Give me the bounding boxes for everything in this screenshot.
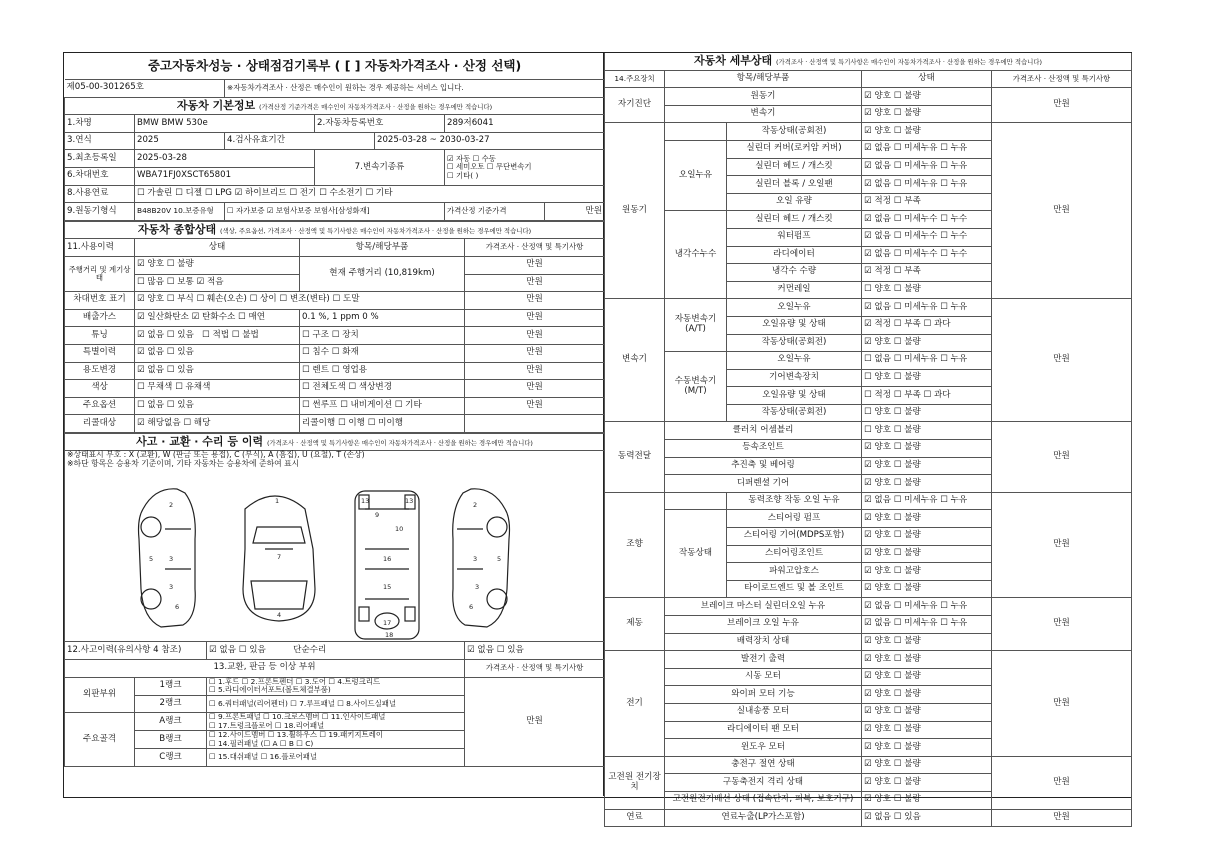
svg-text:17: 17 <box>383 619 392 628</box>
summary-label: 용도변경 <box>65 362 135 380</box>
summary-header: 가격조사 · 산정액 및 특기사항 <box>465 239 605 257</box>
detail-item: 작동상태(공회전) <box>727 404 862 422</box>
summary-price: 만원 <box>465 292 605 310</box>
frame-view <box>355 491 419 639</box>
document-number: 제05-00-301265호 <box>65 80 225 98</box>
outer-panel-label: 외판부위 <box>65 677 135 713</box>
detail-item: 브레이크 오일 누유 <box>665 616 862 634</box>
engine-type: B48B20V 10.보증유형 <box>135 203 225 221</box>
detail-state: ☑ 적정 ☐ 부족 ☐ 과다 <box>862 316 992 334</box>
detail-state: ☑ 양호 ☐ 불량 <box>862 88 992 106</box>
svg-text:3: 3 <box>473 555 478 564</box>
detail-item: 디퍼렌셜 기어 <box>665 475 862 493</box>
summary-price: 만원 <box>465 274 605 292</box>
detail-row <box>605 492 1132 510</box>
detail-state: ☑ 양호 ☐ 불량 <box>862 334 992 352</box>
summary-price: 만원 <box>465 344 605 362</box>
svg-text:2: 2 <box>169 501 174 510</box>
detail-price: 만원 <box>992 422 1132 492</box>
rank-parts: ☐ 12.사이드멤버 ☐ 13.휠하우스 ☐ 19.패키지트레이 ☐ 14.필러패널 (☐ A ☐ B ☐ C) <box>207 731 465 749</box>
detail-table <box>604 53 1132 827</box>
car-diagram-svg <box>65 469 601 641</box>
detail-subgroup: 냉각수누수 <box>665 211 727 299</box>
detail-subgroup: 작동상태 <box>665 510 727 598</box>
summary-state: ☐ 무채색 ☐ 유채색 <box>135 380 300 398</box>
detail-state: ☐ 양호 ☐ 불량 <box>862 369 992 387</box>
summary-price: 만원 <box>465 362 605 380</box>
rank-parts: ☐ 6.쿼터패널(리어펜더) ☐ 7.루프패널 ☐ 8.사이드실패널 <box>207 695 465 713</box>
detail-state: ☑ 양호 ☐ 불량 <box>862 668 992 686</box>
basic-info-title: 자동차 기본정보 (가격산정 기준가격은 매수인이 자동차가격조사 · 산정을 원하는 경우에만 적습니다) <box>65 97 605 115</box>
detail-row <box>605 299 1132 317</box>
detail-item: 작동상태(공회전) <box>727 123 862 141</box>
fuel-options: ☐ 가솔린 ☐ 디젤 ☐ LPG ☑ 하이브리드 ☐ 전기 ☐ 수소전기 ☐ 기타 <box>135 185 605 203</box>
detail-item: 라디에이터 팬 모터 <box>665 721 862 739</box>
header-table <box>64 53 605 221</box>
detail-title: 자동차 세부상태 (가격조사 · 산정액 및 특기사항은 매수인이 자동차가격조사 · 산정을 원하는 경우에만 적습니다) <box>605 53 1132 70</box>
inspect-label: 4.검사유효기간 <box>225 132 375 150</box>
detail-state: ☑ 없음 ☐ 미세누수 ☐ 누수 <box>862 211 992 229</box>
rank-label: B랭크 <box>135 731 207 749</box>
symbol-legend-line: ※상태표시 부호 : X (교환), W (판금 또는 용접), C (부식), A (흠집), U (요철), T (손상) <box>67 450 365 460</box>
detail-state: ☐ 양호 ☐ 불량 <box>862 281 992 299</box>
detail-state: ☑ 양호 ☐ 불량 <box>862 457 992 475</box>
detail-item: 실린더 헤드 / 개스킷 <box>727 211 862 229</box>
svg-text:13: 13 <box>405 497 414 506</box>
detail-row <box>605 123 1132 141</box>
trans-option: ☑ 자동 ☐ 수동 <box>447 153 496 163</box>
summary-header: 항목/해당부품 <box>300 239 465 257</box>
rank-label: 2랭크 <box>135 695 207 713</box>
reg-no-label: 2.자동차등록번호 <box>315 115 445 133</box>
detail-item: 구동축전지 격리 상태 <box>665 774 862 792</box>
detail-state: ☐ 없음 ☐ 미세누유 ☐ 누유 <box>862 352 992 370</box>
fuel-label: 8.사용연료 <box>65 185 135 203</box>
year-label: 3.연식 <box>65 132 135 150</box>
summary-label: 주요옵션 <box>65 397 135 415</box>
detail-price: 만원 <box>992 651 1132 757</box>
summary-state: ☑ 일산화탄소 ☑ 탄화수소 ☐ 매연 <box>135 309 300 327</box>
detail-state: ☑ 양호 ☐ 불량 <box>862 105 992 123</box>
inspection-record-sheet <box>63 52 1132 822</box>
svg-text:9: 9 <box>375 511 380 520</box>
detail-item: 오일유량 및 상태 <box>727 316 862 334</box>
summary-state: ☑ 없음 ☐ 있음 <box>135 362 300 380</box>
detail-state: ☑ 없음 ☐ 미세누유 ☐ 누유 <box>862 616 992 634</box>
svg-text:6: 6 <box>469 603 474 612</box>
detail-item: 추진축 및 베어링 <box>665 457 862 475</box>
summary-table <box>64 221 605 433</box>
summary-price: 만원 <box>465 309 605 327</box>
detail-state: ☑ 양호 ☐ 불량 <box>862 686 992 704</box>
detail-item: 스티어링 펌프 <box>727 510 862 528</box>
svg-text:3: 3 <box>169 555 174 564</box>
summary-price: 만원 <box>465 256 605 274</box>
summary-label: 튜닝 <box>65 327 135 345</box>
rank-label: A랭크 <box>135 713 207 731</box>
detail-subgroup <box>665 123 727 141</box>
rank-label: 1랭크 <box>135 677 207 695</box>
main-frame-label: 주요골격 <box>65 713 135 767</box>
detail-row <box>605 422 1132 440</box>
summary-price <box>465 415 605 433</box>
summary-price: 만원 <box>465 397 605 415</box>
detail-price: 만원 <box>992 598 1132 651</box>
car-body-diagram <box>65 469 605 642</box>
detail-item: 발전기 출력 <box>665 651 862 669</box>
summary-item: 0.1 %, 1 ppm 0 % <box>300 309 465 327</box>
vin: WBA71FJ0XSCT65801 <box>135 167 315 185</box>
detail-group-name: 전기 <box>605 651 665 757</box>
detail-item: 워터펌프 <box>727 228 862 246</box>
first-reg-label: 5.최초등록일 <box>65 150 135 168</box>
detail-state: ☑ 양호 ☐ 불량 <box>862 721 992 739</box>
detail-state: ☑ 양호 ☐ 불량 <box>862 528 992 546</box>
detail-state: ☐ 양호 ☐ 불량 <box>862 422 992 440</box>
detail-item: 동력조향 작동 오일 누유 <box>727 492 862 510</box>
detail-group-name: 원동기 <box>605 123 665 299</box>
detail-state: ☑ 없음 ☐ 미세누유 ☐ 누유 <box>862 299 992 317</box>
vin-label: 6.차대번호 <box>65 167 135 185</box>
svg-text:1: 1 <box>275 497 280 506</box>
detail-item: 냉각수 수량 <box>727 264 862 282</box>
detail-subgroup: 수동변속기 (M/T) <box>665 352 727 422</box>
year: 2025 <box>135 132 225 150</box>
detail-state: ☑ 없음 ☐ 미세누수 ☐ 누수 <box>862 228 992 246</box>
detail-item: 등속조인트 <box>665 440 862 458</box>
detail-price: 만원 <box>992 809 1132 827</box>
base-price-unit: 만원 <box>545 203 605 221</box>
detail-state: ☑ 없음 ☐ 미세누유 ☐ 누유 <box>862 598 992 616</box>
svg-text:4: 4 <box>277 611 282 620</box>
first-reg: 2025-03-28 <box>135 150 315 168</box>
detail-row <box>605 651 1132 669</box>
detail-state: ☑ 양호 ☐ 불량 <box>862 633 992 651</box>
detail-item: 시동 모터 <box>665 668 862 686</box>
detail-state: ☑ 없음 ☐ 미세누유 ☐ 누유 <box>862 158 992 176</box>
summary-state: ☑ 양호 ☐ 부식 ☐ 훼손(오손) ☐ 상이 ☐ 변조(변타) ☐ 도말 <box>135 292 465 310</box>
detail-group-name: 동력전달 <box>605 422 665 492</box>
detail-state: ☑ 없음 ☐ 있음 <box>862 809 992 827</box>
inspect-period: 2025-03-28 ~ 2030-03-27 <box>375 132 605 150</box>
detail-state: ☑ 양호 ☐ 불량 <box>862 756 992 774</box>
base-price-label: 가격산정 기준가격 <box>445 203 545 221</box>
svg-text:5: 5 <box>497 555 502 564</box>
detail-row <box>605 88 1132 106</box>
detail-item: 윈도우 모터 <box>665 739 862 757</box>
svg-text:7: 7 <box>277 553 282 562</box>
summary-price: 만원 <box>465 380 605 398</box>
detail-item: 기어변속장치 <box>727 369 862 387</box>
detail-item: 오일누유 <box>727 352 862 370</box>
detail-item: 작동상태(공회전) <box>727 334 862 352</box>
detail-group-name: 고전원 전기장치 <box>605 756 665 809</box>
rank-parts: ☐ 1.후드 ☐ 2.프론트펜더 ☐ 3.도어 ☐ 4.트렁크리드 ☐ 5.라디에이터서포트(볼트체결부품) <box>207 677 465 695</box>
summary-item: ☐ 렌트 ☐ 영업용 <box>300 362 465 380</box>
detail-state: ☑ 양호 ☐ 불량 <box>862 563 992 581</box>
detail-price: 만원 <box>992 299 1132 422</box>
detail-header: 14.주요장치 <box>605 70 665 88</box>
svg-text:16: 16 <box>383 555 392 564</box>
detail-item: 라디에이터 <box>727 246 862 264</box>
detail-item: 커먼레일 <box>727 281 862 299</box>
accident-history-label: 12.사고이력(유의사항 4 참조) <box>65 642 207 660</box>
accident-table <box>64 433 605 767</box>
car-name-label: 1.차명 <box>65 115 135 133</box>
detail-item: 클러치 어셈블리 <box>665 422 862 440</box>
detail-item: 고전원전기배선 상태 (접속단자, 피복, 보호기구) <box>665 791 862 809</box>
detail-item: 파워고압호스 <box>727 563 862 581</box>
detail-subgroup: 오일누유 <box>665 140 727 210</box>
summary-state: ☑ 양호 ☐ 불량 <box>135 256 300 274</box>
detail-header: 항목/해당부품 <box>665 70 862 88</box>
summary-label: 특별이력 <box>65 344 135 362</box>
trans-option: ☐ 세미오토 ☐ 무단변속기 <box>447 162 532 172</box>
summary-header: 11.사용이력 <box>65 239 135 257</box>
detail-row <box>605 598 1132 616</box>
right-panel <box>604 53 1131 822</box>
left-side-view <box>139 489 196 627</box>
accident-title: 사고 · 교환 · 수리 등 이력 (가격조사 · 산정액 및 특기사항은 매수인이 자동차가격조사 · 산정을 원하는 경우에만 적습니다) <box>65 433 605 451</box>
detail-item: 원동기 <box>665 88 862 106</box>
summary-label: 차대번호 표기 <box>65 292 135 310</box>
detail-header: 가격조사 · 산정액 및 특기사항 <box>992 70 1132 88</box>
detail-state: ☑ 양호 ☐ 불량 <box>862 703 992 721</box>
summary-label: 배출가스 <box>65 309 135 327</box>
detail-price: 만원 <box>992 756 1132 809</box>
detail-state: ☐ 적정 ☐ 부족 ☐ 과다 <box>862 387 992 405</box>
summary-state: ☑ 해당없음 ☐ 해당 <box>135 415 300 433</box>
detail-group-name: 자기진단 <box>605 88 665 123</box>
detail-item: 실내송풍 모터 <box>665 703 862 721</box>
detail-header: 상태 <box>862 70 992 88</box>
detail-price: 만원 <box>992 492 1132 598</box>
detail-subgroup <box>665 492 727 510</box>
summary-item: ☐ 썬루프 ☐ 내비게이션 ☐ 기타 <box>300 397 465 415</box>
warranty-options: ☐ 자가보증 ☑ 보험사보증 보험사[삼성화재] <box>225 203 445 221</box>
detail-item: 충전구 절연 상태 <box>665 756 862 774</box>
detail-item: 와이퍼 모터 기능 <box>665 686 862 704</box>
svg-text:10: 10 <box>395 525 404 534</box>
summary-header: 상태 <box>135 239 300 257</box>
detail-state: ☑ 양호 ☐ 불량 <box>862 510 992 528</box>
detail-state: ☑ 양호 ☐ 불량 <box>862 545 992 563</box>
detail-price: 만원 <box>992 88 1132 123</box>
parts-title: 13.교환, 판금 등 이상 부위 <box>65 659 465 677</box>
svg-text:2: 2 <box>473 501 478 510</box>
simple-repair: ☑ 없음 ☐ 있음 <box>465 642 605 660</box>
left-panel <box>64 53 604 796</box>
detail-state: ☑ 적정 ☐ 부족 <box>862 264 992 282</box>
summary-item: ☐ 침수 ☐ 화재 <box>300 344 465 362</box>
car-name: BMW BMW 530e <box>135 115 315 133</box>
detail-item: 브레이크 마스터 실린더오일 누유 <box>665 598 862 616</box>
rank-parts: ☐ 9.프론트패널 ☐ 10.크로스멤버 ☐ 11.인사이드패널 ☐ 17.트렁크플로어 ☐ 18.리어패널 <box>207 713 465 731</box>
svg-text:15: 15 <box>383 583 392 592</box>
detail-state: ☑ 없음 ☐ 미세누유 ☐ 누유 <box>862 140 992 158</box>
detail-item: 스티어링 기어(MDPS포함) <box>727 528 862 546</box>
trans-option: ☐ 기타( ) <box>447 170 479 180</box>
detail-row <box>605 809 1132 827</box>
detail-item: 실린더 커버(로커암 커버) <box>727 140 862 158</box>
detail-item: 실린더 헤드 / 개스킷 <box>727 158 862 176</box>
detail-item: 타이로드엔드 및 볼 조인트 <box>727 580 862 598</box>
summary-price: 만원 <box>465 327 605 345</box>
summary-item: 리콜이행 ☐ 이행 ☐ 미이행 <box>300 415 465 433</box>
detail-group-name: 제동 <box>605 598 665 651</box>
detail-subgroup: 자동변속기 (A/T) <box>665 299 727 352</box>
trans-options <box>445 150 605 185</box>
detail-state: ☑ 없음 ☐ 미세누유 ☐ 누유 <box>862 176 992 194</box>
detail-group-name: 연료 <box>605 809 665 827</box>
detail-state: ☑ 양호 ☐ 불량 <box>862 739 992 757</box>
summary-label: 색상 <box>65 380 135 398</box>
detail-state: ☑ 양호 ☐ 불량 <box>862 123 992 141</box>
detail-item: 배력장치 상태 <box>665 633 862 651</box>
svg-text:13: 13 <box>361 497 370 506</box>
detail-item: 오일누유 <box>727 299 862 317</box>
reg-no: 289저6041 <box>445 115 605 133</box>
detail-state: ☑ 양호 ☐ 불량 <box>862 580 992 598</box>
detail-item: 오일유량 및 상태 <box>727 387 862 405</box>
rank-label: C랭크 <box>135 749 207 767</box>
svg-text:3: 3 <box>169 583 174 592</box>
svg-text:6: 6 <box>175 603 180 612</box>
trans-label: 7.변속기종류 <box>315 150 445 185</box>
document-title: 중고자동차성능 · 상태점검기록부 ( [ ] 자동차가격조사 · 산정 선택) <box>147 57 522 73</box>
symbol-legend-line: ※하단 항목은 승용차 기준이며, 기타 자동차는 승용차에 준하여 표시 <box>67 459 300 469</box>
detail-state: ☑ 양호 ☐ 불량 <box>862 440 992 458</box>
summary-label: 주행거리 및 계기상태 <box>65 256 135 291</box>
accident-history: ☑ 없음 ☐ 있음 단순수리 <box>207 642 465 660</box>
detail-item: 오일 유량 <box>727 193 862 211</box>
parts-price-title: 가격조사 · 산정액 및 특기사항 <box>465 659 605 677</box>
parts-price: 만원 <box>465 677 605 766</box>
detail-state: ☐ 양호 ☐ 불량 <box>862 404 992 422</box>
symbol-legend <box>65 451 605 469</box>
engine-label: 9.원동기형식 <box>65 203 135 221</box>
detail-state: ☑ 양호 ☐ 불량 <box>862 475 992 493</box>
rank-parts: ☐ 15.대쉬패널 ☐ 16.플로어패널 <box>207 749 465 767</box>
summary-state: ☑ 없음 ☐ 있음 ☐ 적법 ☐ 불법 <box>135 327 300 345</box>
detail-group-name: 변속기 <box>605 299 665 422</box>
summary-item: 현재 주행거리 (10,819km) <box>300 256 465 291</box>
detail-state: ☑ 양호 ☐ 불량 <box>862 774 992 792</box>
summary-label: 리콜대상 <box>65 415 135 433</box>
summary-state: ☐ 없음 ☐ 있음 <box>135 397 300 415</box>
detail-state: ☑ 양호 ☐ 불량 <box>862 791 992 809</box>
summary-title: 자동차 종합상태 (색상, 주요옵션, 가격조사 · 산정액 및 특기사항은 매수인이 자동차가격조사 · 산정을 원하는 경우에만 적습니다) <box>65 221 605 239</box>
svg-text:18: 18 <box>385 631 394 640</box>
detail-price: 만원 <box>992 123 1132 299</box>
detail-state: ☑ 양호 ☐ 불량 <box>862 651 992 669</box>
detail-item: 실린더 블록 / 오일팬 <box>727 176 862 194</box>
summary-state: ☐ 많음 ☐ 보통 ☑ 적음 <box>135 274 300 292</box>
detail-state: ☑ 없음 ☐ 미세누수 ☐ 누수 <box>862 246 992 264</box>
detail-state: ☑ 없음 ☐ 미세누유 ☐ 누유 <box>862 492 992 510</box>
svg-text:5: 5 <box>149 555 154 564</box>
detail-item: 스티어링조인트 <box>727 545 862 563</box>
detail-group-name: 조향 <box>605 492 665 598</box>
summary-state: ☑ 없음 ☐ 있음 <box>135 344 300 362</box>
detail-row <box>605 756 1132 774</box>
summary-item: ☐ 전체도색 ☐ 색상변경 <box>300 380 465 398</box>
summary-item: ☐ 구조 ☐ 장치 <box>300 327 465 345</box>
detail-item: 연료누출(LP가스포함) <box>665 809 862 827</box>
svg-text:3: 3 <box>475 583 480 592</box>
detail-state: ☑ 적정 ☐ 부족 <box>862 193 992 211</box>
detail-item: 변속기 <box>665 105 862 123</box>
document-note: ※자동차가격조사 · 산정은 매수인이 원하는 경우 제공하는 서비스 입니다. <box>225 80 605 98</box>
